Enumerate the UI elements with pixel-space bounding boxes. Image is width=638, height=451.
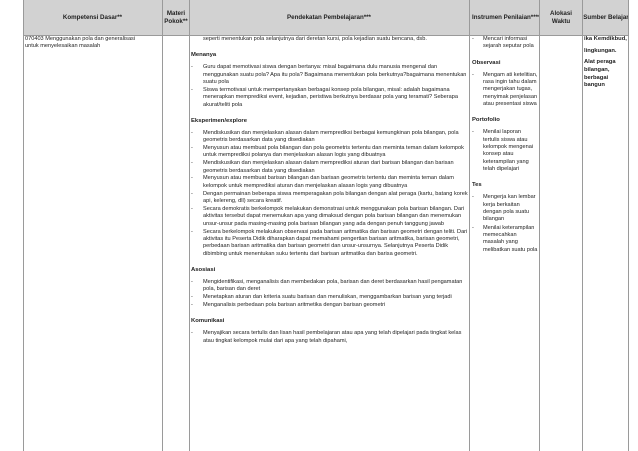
list-item-text: Menilai laporan tertulis siswa atau kelompok mengenai konsep atau keterampilan yang telah dipelajari	[483, 129, 534, 173]
list-dash: -	[191, 190, 193, 197]
list-item-text: Menetapkan aturan dan kriteria suatu barisan dan menuliskan, menggambarkan barisan yang terjadi	[203, 294, 452, 301]
list-item-text: Mengidentifikasi, menganalisis dan membedakan pola, barisan dan deret berdasarkan hasil pengamatan pola, barisan dan deret	[203, 278, 463, 293]
section-title: Komunikasi	[191, 318, 225, 325]
list-item	[191, 160, 468, 175]
header-pendekatan-pembelajaran: Pendekatan Pembelajaran***	[189, 0, 469, 35]
list-item	[191, 145, 468, 160]
section-title: Asosiasi	[191, 267, 216, 274]
list-dash: -	[191, 144, 193, 151]
column-divider	[582, 0, 583, 451]
list-dash: -	[191, 64, 193, 71]
instrumen-cell	[472, 36, 538, 255]
list-dash: -	[472, 224, 474, 231]
pendekatan-cell	[191, 36, 468, 345]
list-item-text: Siswa termotivasi untuk mempertanyakan berbagai konsep pola bilangan, misal: adalah bagaimana menerapkan memprediksi event, kejadian, peristiwa berkutnya berdasar pola yang teramati? Seberapa akurat/teliti pola	[203, 86, 458, 108]
section-title: Tes	[472, 182, 482, 189]
lesson-plan-table	[23, 0, 629, 451]
list-item-text: Menyajikan secara tertulis dan lisan hasil pembelajaran atau apa yang telah dipelajari pada tingkat kelas atau tingkat kelompok mulai dari apa yang telah dipahami,	[203, 330, 462, 344]
list-dash: -	[191, 301, 193, 308]
list-item-text: Mencari informasi sejarah seputar pola	[483, 36, 534, 50]
kompetensi-dasar-cell: 070403 Menggunakan pola dan generalisasi untuk menyelesaikan masalah	[25, 36, 136, 50]
list-item	[191, 330, 468, 345]
section-title: Observasi	[472, 59, 501, 66]
list-dash: -	[191, 205, 193, 212]
list-item	[191, 175, 468, 190]
column-divider	[469, 0, 470, 451]
column-divider	[189, 0, 190, 451]
header-alokasi-waktu: Alokasi Waktu	[540, 0, 582, 35]
header-instrumen-penilaian: Instrumen Penilaian****	[470, 0, 541, 35]
list-item	[472, 72, 538, 109]
list-item	[191, 87, 468, 109]
list-dash: -	[191, 278, 193, 285]
list-item	[472, 129, 538, 173]
column-divider	[539, 0, 540, 451]
list-item-text: Dengan permainan beberapa siswa memperagakan pola bilangan dengan alat peraga (kartu, batang korek api, kelereng, dll) secara kreatif.	[203, 190, 468, 205]
list-item	[191, 36, 468, 43]
list-item	[191, 191, 468, 206]
list-item	[472, 194, 538, 224]
header-sumber-belajar: Sumber Belajar	[583, 0, 629, 35]
sumber-belajar-cell	[584, 36, 627, 94]
table-border-right	[628, 0, 629, 451]
list-dash: -	[191, 330, 193, 337]
list-item	[191, 279, 468, 294]
list-item	[191, 294, 468, 301]
section-title: Menanya	[191, 52, 217, 59]
list-dash: -	[191, 160, 193, 167]
column-divider	[162, 0, 163, 451]
list-item	[191, 229, 468, 259]
section-title: Eksperimen/explore	[191, 117, 247, 124]
list-item	[191, 64, 468, 86]
list-item-text: Mengerja kan lembar kerja berkaitan dengan pola suatu bilangan	[483, 194, 536, 223]
list-dash: -	[472, 36, 474, 42]
list-item-text: Mendiskusikan dan menjelaskan alasan dalam memprediksi aturan dari barisan bilangan dan barisan geometris berdasarkan data yang disediakan	[203, 160, 454, 174]
list-item	[191, 302, 468, 309]
list-item-text: Menyusun atau membuat pola bilangan dan pola geometris tertentu dan meminta teman dalam kelompok untuk memprediksi polanya dan menjelaskan alasan logis yang dibuatnya	[203, 144, 464, 159]
list-dash: -	[472, 194, 474, 201]
list-item	[472, 36, 538, 51]
list-dash: -	[191, 228, 193, 235]
list-item-text: Secara demokratis berkelompok melakukan demonstrasi untuk menggunakan pola barisan bilangan. Dari aktivitas tersebut dapat menemukan apa yang dimaksud dengan pola barisan bilangan dan menemukan unsur-unsur pada masing-masing pola barisan bilangan yang ada dengan penuh tanggung jawab	[203, 205, 465, 227]
list-dash: -	[472, 71, 474, 78]
sumber-item: ika Kemdikbud,	[584, 36, 627, 42]
list-item-text: Mengam ati ketelitian, rasa ingin tahu dalam mengerjakan tugas, menyimak penjelasan atau presentasi siswa	[483, 71, 538, 108]
list-item-text: Menganalisis perbedaan pola barisan aritmetika dengan barisan geometri	[203, 301, 386, 308]
header-materi-pokok: Materi Pokok**	[163, 0, 213, 35]
list-item-text: Menyusun atau membuat barisan bilangan dan barisan geometris tertentu dan meminta teman dalam kelompok untuk memprediksi aturan dan menjelaskan alasan logis yang dibuatnya	[203, 175, 454, 189]
list-item	[191, 206, 468, 228]
sumber-item: lingkungan.	[584, 47, 617, 54]
list-item-text: Mendiskusikan dan menjelaskan alasan dalam memprediksi berbagai kemungkinan pola bilangan, pola geometris berdasarkan data yang disediakan	[203, 129, 459, 144]
list-item-text: seperti menentukan pola selanjutnya dari deretan kursi, pola kejadian suatu bencana, dsb.	[203, 36, 427, 42]
list-dash: -	[191, 86, 193, 93]
list-item-text: Guru dapat memotivasi siswa dengan bertanya: misal bagaimana dulu manusia mengenal dan menggunakan suatu pola? Apa itu pola? Bagaimana menentukan pola berkutnya?bagaimana menentukan suatu pola	[203, 64, 467, 85]
list-item-text: Secara berkelompok melakukan observasi pada barisan aritmatika dan barisan geometri dengan teliti. Dari aktivitas itu Peserta Didik diharapkan dapat memahami pengertian barisan aritmatika, barisan geometri, perbedaan barisan aritmatika dan barisan geometri dan unsur-unsurnya. Selanjutnya Peserta Didik dibimbing untuk menentukan suku tertentu dari barisan aritmatika dan barisa geometri.	[203, 228, 468, 257]
header-kompetensi-dasar: Kompetensi Dasar**	[23, 0, 162, 35]
section-title: Portofolio	[472, 117, 500, 124]
list-dash: -	[472, 129, 474, 136]
list-dash	[191, 36, 203, 43]
list-item	[191, 130, 468, 145]
sumber-item: Alat peraga bilangan, berbagai bangun	[584, 59, 616, 89]
list-dash: -	[191, 294, 193, 301]
list-dash: -	[191, 175, 193, 182]
list-dash: -	[191, 129, 193, 136]
list-item	[472, 225, 538, 255]
table-border-left	[23, 0, 24, 451]
list-item-text: Menilai keterampilan memecahkan masalah yang melibatkan suatu pola	[483, 224, 538, 253]
